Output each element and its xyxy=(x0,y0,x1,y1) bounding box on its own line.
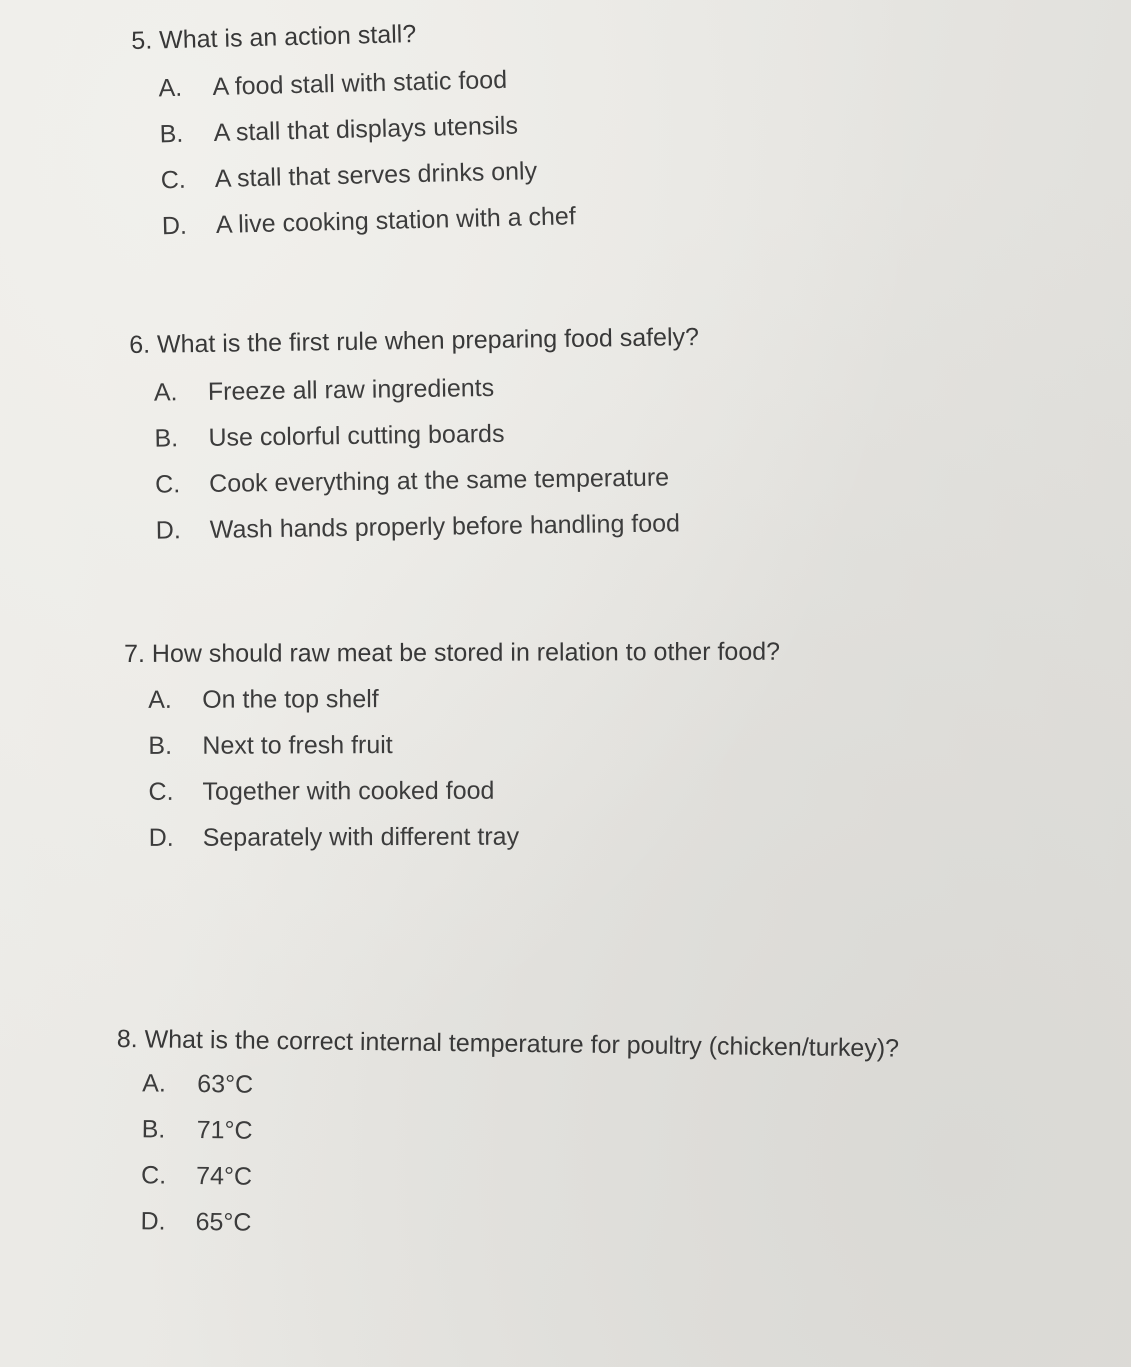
option-text: Separately with different tray xyxy=(202,822,520,852)
option-letter: B. xyxy=(141,1115,166,1144)
option-d[interactable] xyxy=(162,201,577,257)
option-letter: A. xyxy=(142,1069,167,1098)
option-text: Use colorful cutting boards xyxy=(208,419,505,452)
option-text: A stall that serves drinks only xyxy=(214,157,538,193)
question-number: 7. xyxy=(124,639,145,668)
question-number: 5. xyxy=(131,26,153,55)
question-text xyxy=(131,15,572,56)
option-list xyxy=(154,370,702,562)
option-list xyxy=(158,63,576,257)
question-text xyxy=(129,322,699,360)
option-a[interactable] xyxy=(154,370,700,424)
option-text: 63°C xyxy=(197,1069,254,1099)
option-letter: A. xyxy=(158,73,183,103)
question-5 xyxy=(131,15,576,258)
option-letter: B. xyxy=(159,119,184,149)
option-letter: C. xyxy=(148,777,174,806)
option-b[interactable] xyxy=(154,416,700,470)
option-letter: C. xyxy=(154,470,181,499)
question-6 xyxy=(129,322,702,562)
question-8 xyxy=(114,1024,899,1262)
option-letter: C. xyxy=(140,1161,167,1190)
option-text: Next to fresh fruit xyxy=(202,731,393,760)
option-text: Together with cooked food xyxy=(202,776,495,806)
question-prompt: What is the first rule when preparing food safely? xyxy=(156,323,700,359)
option-text: On the top shelf xyxy=(202,685,379,714)
option-text: 65°C xyxy=(195,1207,252,1237)
question-number: 8. xyxy=(116,1024,138,1054)
question-prompt: What is an action stall? xyxy=(158,20,417,55)
option-letter: B. xyxy=(148,731,173,760)
question-prompt: What is the correct internal temperature for poultry (chicken/turkey)? xyxy=(144,1025,900,1063)
question-text xyxy=(117,1024,900,1064)
option-c[interactable] xyxy=(148,775,780,823)
option-letter: D. xyxy=(148,823,174,852)
option-list xyxy=(148,683,781,869)
option-d[interactable] xyxy=(156,508,702,562)
option-letter: C. xyxy=(160,165,187,195)
option-c[interactable] xyxy=(155,462,701,516)
option-letter: A. xyxy=(148,685,172,714)
option-text: Freeze all raw ingredients xyxy=(207,373,495,406)
option-text: A food stall with static food xyxy=(212,65,508,102)
question-prompt: How should raw meat be stored in relation to other food? xyxy=(151,637,781,668)
option-d[interactable] xyxy=(140,1206,897,1261)
option-text: Wash hands properly before handling food xyxy=(209,509,681,544)
option-d[interactable] xyxy=(149,821,781,869)
question-number: 6. xyxy=(129,330,151,359)
option-text: A stall that displays utensils xyxy=(213,111,519,148)
option-letter: D. xyxy=(140,1207,166,1236)
option-letter: A. xyxy=(153,378,178,407)
option-text: 71°C xyxy=(196,1115,253,1145)
option-letter: D. xyxy=(161,211,188,241)
question-7 xyxy=(124,637,781,869)
option-a[interactable] xyxy=(148,683,780,731)
option-letter: D. xyxy=(155,516,181,545)
option-text: A live cooking station with a chef xyxy=(215,202,577,239)
option-text: 74°C xyxy=(195,1161,253,1191)
question-text xyxy=(124,637,780,669)
option-text: Cook everything at the same temperature xyxy=(208,463,670,498)
option-list xyxy=(140,1068,898,1261)
option-b[interactable] xyxy=(148,729,780,777)
option-letter: B. xyxy=(154,424,179,453)
